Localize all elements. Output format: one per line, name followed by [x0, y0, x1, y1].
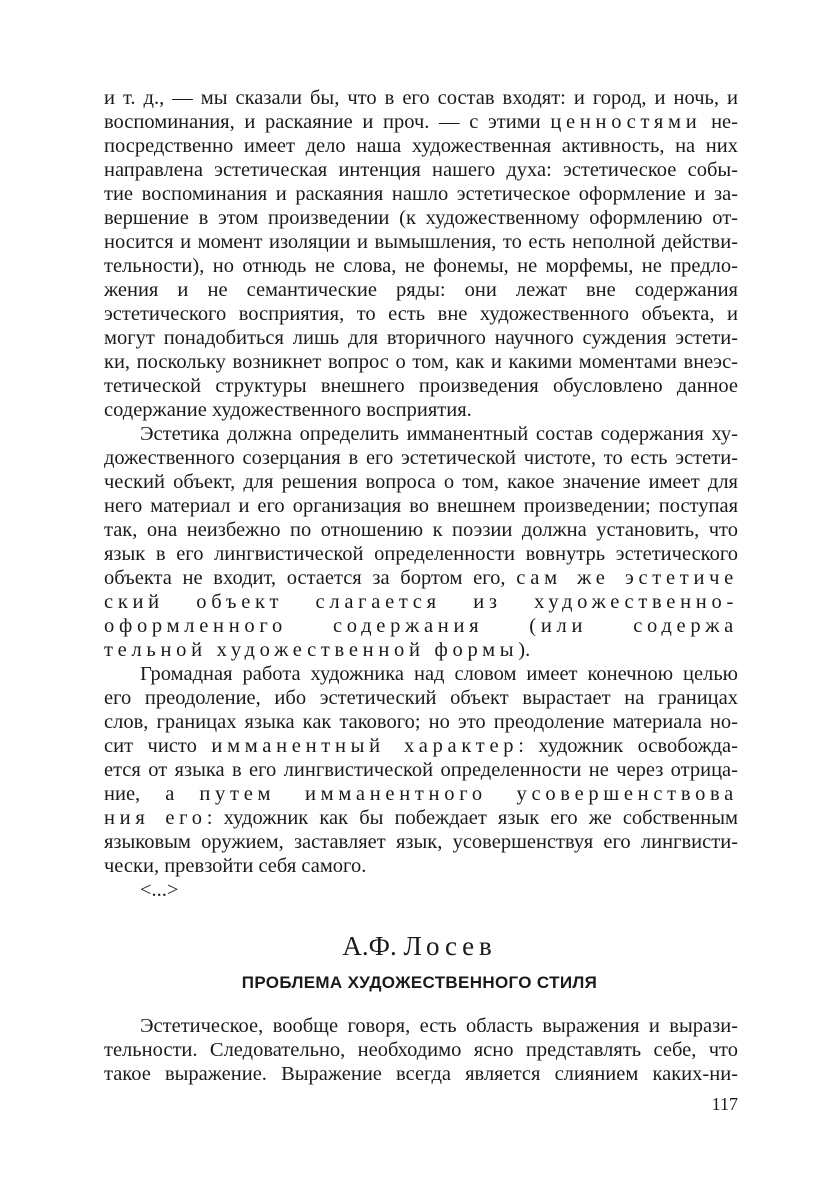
section-title: ПРОБЛЕМА ХУДОЖЕСТВЕННОГО СТИЛЯ [241, 973, 598, 992]
text-line: посредственно имеет дело наша художественная активность, на них [104, 135, 738, 157]
text-line [104, 614, 738, 638]
text-line: могут понадобиться лишь для вторичного научного суждения эстети- [104, 327, 738, 349]
text-line: так, она неизбежно по отношению к поэзии должна установить, что [104, 519, 738, 541]
text-line: Громадная работа художника над словом имеет конечною целью [140, 663, 738, 685]
spaced-emphasis: сам же эстетиче [516, 567, 738, 589]
text-line: ки, поскольку возникнет вопрос о том, как и какими моментами внеэс- [104, 351, 738, 373]
text-line: Эстетическое, вообще говоря, есть область выражения и вырази- [140, 1015, 738, 1037]
text-line: направлена эстетическая интенция нашего духа: эстетическое собы- [104, 159, 738, 181]
text-line: такое выражение. Выражение всегда является слиянием каких-ни- [104, 1063, 738, 1085]
spaced-emphasis: путем имманентного усовершенствова [199, 783, 738, 805]
text-line: тельной художественной формы). [104, 639, 531, 661]
text-line: вершение в этом произведении (к художественному оформлению от- [104, 207, 738, 229]
text-line: воспоминания, и раскаяние и проч. — с этими ценностями не- [104, 111, 738, 133]
text-line: тетической структуры внешнего произведения обусловлено данное [104, 375, 738, 397]
spaced-emphasis: ния его [104, 807, 207, 829]
page-number: 117 [711, 1094, 738, 1114]
text-line: язык в его лингвистической определенности вовнутрь эстетического [104, 543, 738, 565]
ellipsis-mark: <...> [140, 879, 179, 901]
text-line: ния его: художник как бы побеждает язык его же собственным [104, 807, 738, 829]
text-line: ется от языка в его лингвистической определенности не через отрица- [104, 759, 738, 781]
text-line: сит чисто имманентный характер: художник освобожда- [104, 735, 738, 757]
text-line: тельности. Следовательно, необходимо ясно представлять себе, что [104, 1039, 738, 1061]
spaced-emphasis: ценностями [550, 111, 702, 133]
text-line: слов, границах языка как такового; но это преодоление материала но- [104, 711, 738, 733]
text-line: ческий объект, для решения вопроса о том, какое значение имеет для [104, 471, 738, 493]
text-line: него материал и его организация во внешнем произведении; поступая [104, 495, 738, 517]
text-line: его преодоление, ибо эстетический объект вырастает на границах [104, 687, 738, 709]
text-line: объекта не входит, остается за бортом его, сам же эстетиче [104, 567, 738, 589]
text-line: жения и не семантические ряды: они лежат вне содержания [104, 279, 738, 301]
spaced-emphasis: ский объект слагается из художественно- [104, 591, 738, 613]
text-line: Эстетика должна определить имманентный состав содержания ху- [140, 423, 738, 445]
text-line: языковым оружием, заставляет язык, усовершенствуя его лингвисти- [104, 831, 738, 853]
spaced-emphasis: имманентный характер [211, 735, 519, 757]
text-line: чески, превзойти себя самого. [104, 855, 367, 877]
text-line: носится и момент изоляции и вымышления, то есть неполной действи- [104, 231, 738, 253]
text-line: эстетического восприятия, то есть вне художественного объекта, и [104, 303, 738, 325]
text-line: содержание художественного восприятия. [104, 399, 472, 421]
text-line: дожественного созерцания в его эстетической чистоте, то есть эстети- [104, 447, 738, 469]
spaced-emphasis: оформленного содержания (или содержа [104, 615, 738, 637]
author-heading: А.Ф. Лосев [342, 931, 497, 961]
text-line: и т. д., — мы сказали бы, что в его состав входят: и город, и ночь, и [104, 87, 738, 109]
text-line: тие воспоминания и раскаяния нашло эстетическое оформление и за- [104, 183, 738, 205]
text-line: тельности), но отнюдь не слова, не фонемы, не морфемы, не предло- [104, 255, 738, 277]
text-line [104, 590, 738, 614]
text-line: ние, а путем имманентного усовершенствова [104, 783, 738, 805]
spaced-emphasis: тельной художественной формы [104, 639, 519, 661]
